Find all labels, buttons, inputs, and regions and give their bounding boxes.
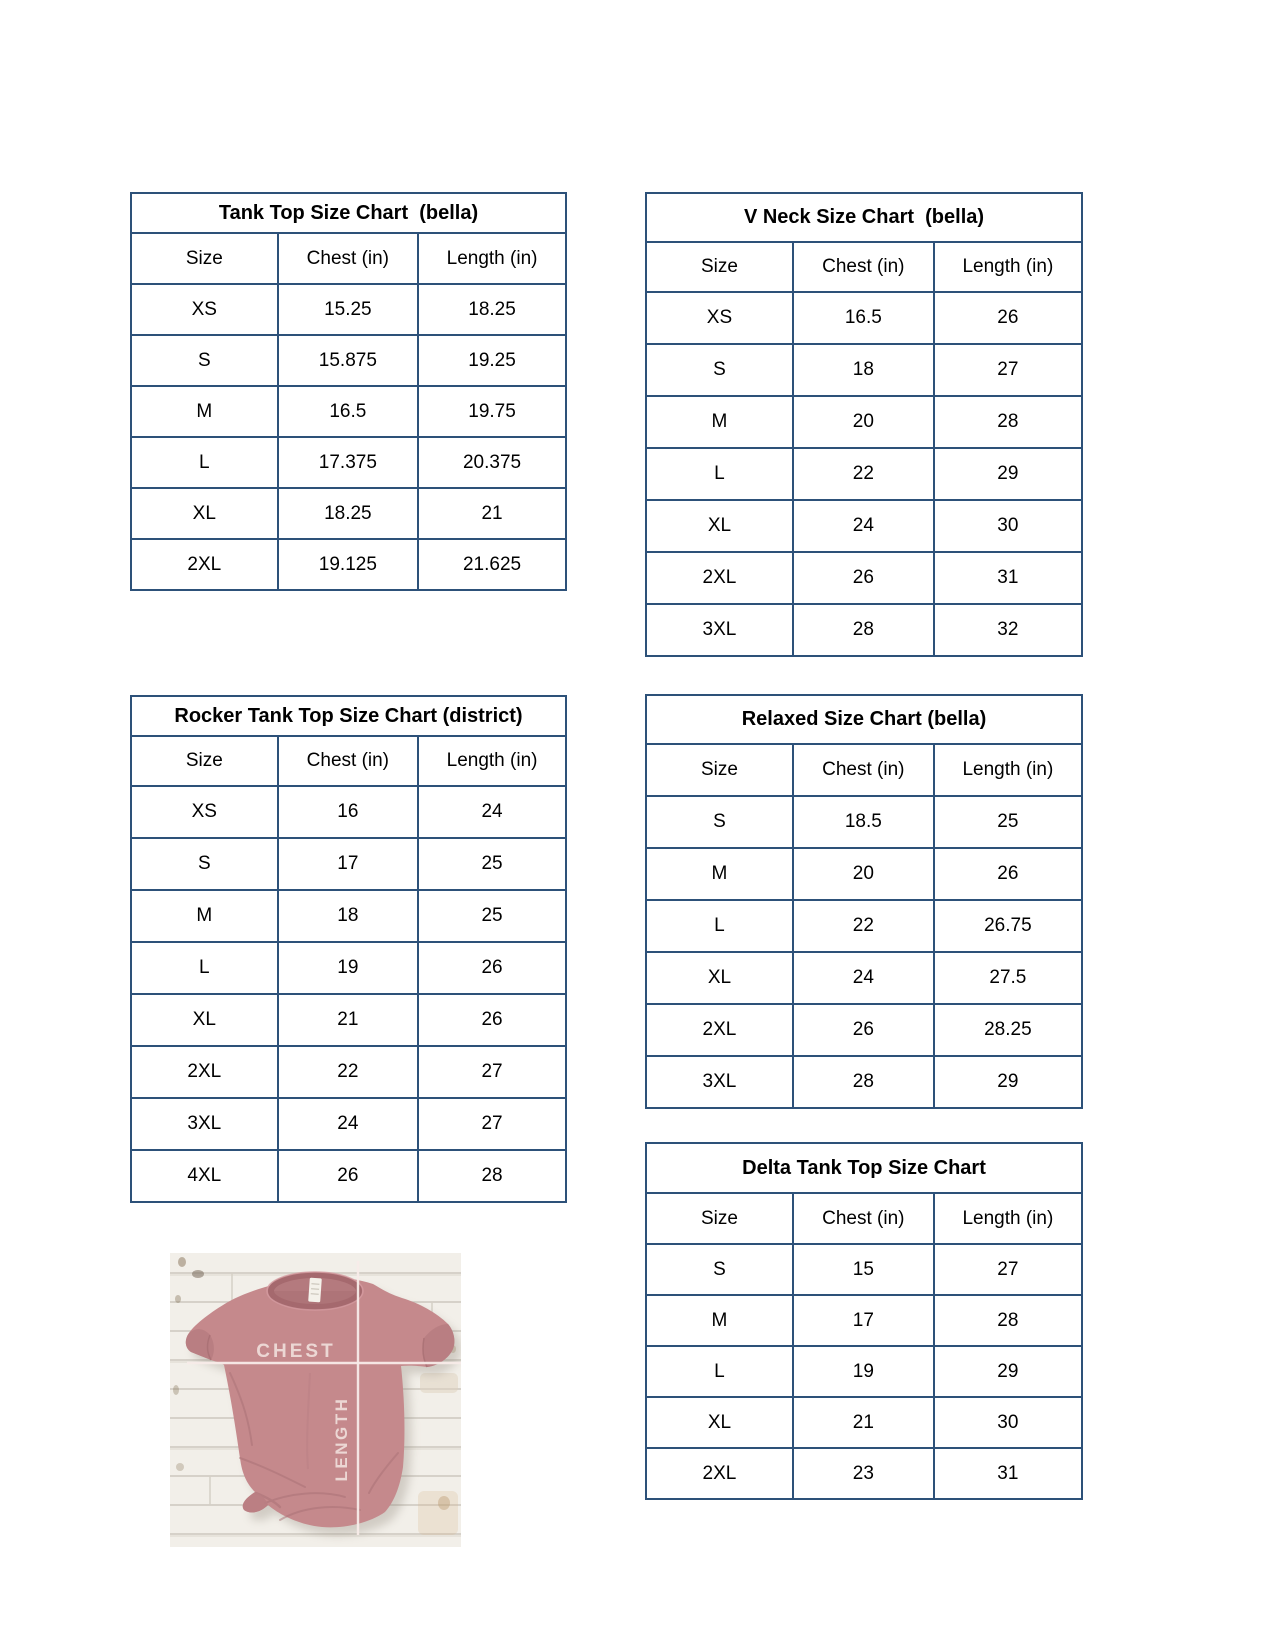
length-cell: 26 bbox=[418, 942, 566, 994]
chest-cell: 16.5 bbox=[278, 386, 419, 437]
table-row bbox=[646, 1397, 1082, 1448]
table-row bbox=[646, 1448, 1082, 1499]
table-title-row bbox=[131, 193, 566, 233]
length-cell: 31 bbox=[934, 1448, 1082, 1499]
size-cell: S bbox=[131, 838, 278, 890]
length-cell: 29 bbox=[934, 1346, 1082, 1397]
column-header: Length (in) bbox=[934, 744, 1082, 796]
table-delta-tank-top-size-chart bbox=[645, 1142, 1083, 1500]
table-row bbox=[646, 396, 1082, 448]
chest-cell: 15 bbox=[793, 1244, 934, 1295]
column-header: Size bbox=[131, 736, 278, 786]
length-cell: 21 bbox=[418, 488, 566, 539]
chest-cell: 22 bbox=[793, 448, 934, 500]
size-cell: XS bbox=[646, 292, 793, 344]
length-cell: 25 bbox=[418, 838, 566, 890]
size-cell: L bbox=[646, 1346, 793, 1397]
chest-cell: 24 bbox=[793, 952, 934, 1004]
chest-cell: 24 bbox=[278, 1098, 419, 1150]
table-header-row bbox=[646, 744, 1082, 796]
tshirt-collar bbox=[267, 1272, 363, 1310]
length-cell: 21.625 bbox=[418, 539, 566, 590]
size-cell: 3XL bbox=[646, 604, 793, 656]
table-row bbox=[131, 890, 566, 942]
chest-cell: 24 bbox=[793, 500, 934, 552]
size-cell: S bbox=[131, 335, 278, 386]
table-row bbox=[646, 344, 1082, 396]
table-row bbox=[131, 539, 566, 590]
table-row bbox=[646, 1004, 1082, 1056]
chest-cell: 16.5 bbox=[793, 292, 934, 344]
chest-cell: 16 bbox=[278, 786, 419, 838]
length-cell: 19.75 bbox=[418, 386, 566, 437]
length-cell: 27 bbox=[934, 344, 1082, 396]
size-cell: L bbox=[131, 942, 278, 994]
size-cell: XL bbox=[646, 952, 793, 1004]
length-cell: 27 bbox=[418, 1046, 566, 1098]
length-cell: 20.375 bbox=[418, 437, 566, 488]
chest-cell: 19 bbox=[793, 1346, 934, 1397]
table-row bbox=[131, 488, 566, 539]
size-cell: L bbox=[646, 448, 793, 500]
chest-cell: 28 bbox=[793, 1056, 934, 1108]
column-header: Size bbox=[646, 242, 793, 292]
size-cell: S bbox=[646, 796, 793, 848]
table-row bbox=[646, 900, 1082, 952]
table-row bbox=[646, 1346, 1082, 1397]
table-row bbox=[646, 448, 1082, 500]
length-cell: 26.75 bbox=[934, 900, 1082, 952]
table-row bbox=[131, 284, 566, 335]
size-cell: M bbox=[131, 890, 278, 942]
length-cell: 32 bbox=[934, 604, 1082, 656]
column-header: Chest (in) bbox=[278, 233, 419, 284]
length-cell: 29 bbox=[934, 448, 1082, 500]
table-row bbox=[646, 796, 1082, 848]
column-header: Length (in) bbox=[418, 736, 566, 786]
size-cell: M bbox=[646, 396, 793, 448]
care-tag bbox=[308, 1278, 322, 1303]
length-cell: 24 bbox=[418, 786, 566, 838]
size-cell: XL bbox=[131, 994, 278, 1046]
size-cell: 3XL bbox=[646, 1056, 793, 1108]
size-cell: 2XL bbox=[646, 1448, 793, 1499]
size-cell: 3XL bbox=[131, 1098, 278, 1150]
length-label: LENGTH bbox=[332, 1396, 351, 1482]
table-row bbox=[131, 1098, 566, 1150]
chest-cell: 20 bbox=[793, 396, 934, 448]
table-title-row bbox=[646, 193, 1082, 242]
chest-cell: 17 bbox=[793, 1295, 934, 1346]
table-title: Rocker Tank Top Size Chart (district) bbox=[131, 696, 566, 736]
table-row bbox=[646, 1244, 1082, 1295]
chest-cell: 19 bbox=[278, 942, 419, 994]
size-cell: S bbox=[646, 1244, 793, 1295]
chest-cell: 22 bbox=[278, 1046, 419, 1098]
size-cell: XS bbox=[131, 284, 278, 335]
table-row bbox=[131, 786, 566, 838]
chest-cell: 28 bbox=[793, 604, 934, 656]
table-title-row bbox=[131, 696, 566, 736]
size-cell: M bbox=[646, 848, 793, 900]
length-cell: 25 bbox=[418, 890, 566, 942]
size-cell: 2XL bbox=[131, 539, 278, 590]
length-cell: 26 bbox=[418, 994, 566, 1046]
column-header: Size bbox=[646, 1193, 793, 1244]
table-v-neck-size-chart bbox=[645, 192, 1083, 657]
column-header: Length (in) bbox=[934, 1193, 1082, 1244]
chest-cell: 26 bbox=[793, 552, 934, 604]
length-cell: 31 bbox=[934, 552, 1082, 604]
table-tank-top-size-chart bbox=[130, 192, 567, 591]
chest-label: CHEST bbox=[256, 1341, 336, 1362]
table-header-row bbox=[131, 233, 566, 284]
chest-cell: 26 bbox=[278, 1150, 419, 1202]
table-title: Tank Top Size Chart (bella) bbox=[131, 193, 566, 233]
chest-cell: 21 bbox=[793, 1397, 934, 1448]
column-header: Length (in) bbox=[418, 233, 566, 284]
column-header: Chest (in) bbox=[793, 242, 934, 292]
table-row bbox=[646, 1295, 1082, 1346]
chest-cell: 23 bbox=[793, 1448, 934, 1499]
column-header: Size bbox=[646, 744, 793, 796]
column-header: Chest (in) bbox=[278, 736, 419, 786]
size-cell: L bbox=[646, 900, 793, 952]
chest-cell: 22 bbox=[793, 900, 934, 952]
column-header: Chest (in) bbox=[793, 744, 934, 796]
length-cell: 28 bbox=[934, 396, 1082, 448]
table-title-row bbox=[646, 1143, 1082, 1193]
table-row bbox=[131, 335, 566, 386]
length-cell: 28 bbox=[418, 1150, 566, 1202]
size-cell: L bbox=[131, 437, 278, 488]
chest-cell: 18.5 bbox=[793, 796, 934, 848]
size-cell: 2XL bbox=[131, 1046, 278, 1098]
table-title: Relaxed Size Chart (bella) bbox=[646, 695, 1082, 744]
length-cell: 19.25 bbox=[418, 335, 566, 386]
length-cell: 27.5 bbox=[934, 952, 1082, 1004]
length-cell: 26 bbox=[934, 848, 1082, 900]
table-relaxed-size-chart bbox=[645, 694, 1083, 1109]
size-cell: 2XL bbox=[646, 1004, 793, 1056]
column-header: Length (in) bbox=[934, 242, 1082, 292]
table-row bbox=[131, 437, 566, 488]
table-title: V Neck Size Chart (bella) bbox=[646, 193, 1082, 242]
length-cell: 27 bbox=[418, 1098, 566, 1150]
size-cell: M bbox=[131, 386, 278, 437]
size-cell: XL bbox=[646, 500, 793, 552]
table-rocker-tank-top-size-chart bbox=[130, 695, 567, 1203]
chest-cell: 18 bbox=[793, 344, 934, 396]
length-cell: 28.25 bbox=[934, 1004, 1082, 1056]
table-header-row bbox=[131, 736, 566, 786]
chest-cell: 15.25 bbox=[278, 284, 419, 335]
chest-cell: 20 bbox=[793, 848, 934, 900]
chest-cell: 15.875 bbox=[278, 335, 419, 386]
length-cell: 27 bbox=[934, 1244, 1082, 1295]
chest-cell: 18.25 bbox=[278, 488, 419, 539]
table-row bbox=[131, 942, 566, 994]
table-header-row bbox=[646, 1193, 1082, 1244]
chest-cell: 26 bbox=[793, 1004, 934, 1056]
chest-cell: 18 bbox=[278, 890, 419, 942]
table-row bbox=[646, 952, 1082, 1004]
chest-cell: 21 bbox=[278, 994, 419, 1046]
size-cell: 4XL bbox=[131, 1150, 278, 1202]
length-cell: 18.25 bbox=[418, 284, 566, 335]
size-cell: 2XL bbox=[646, 552, 793, 604]
table-row bbox=[646, 604, 1082, 656]
table-row bbox=[131, 994, 566, 1046]
size-cell: XL bbox=[131, 488, 278, 539]
table-title-row bbox=[646, 695, 1082, 744]
table-row bbox=[131, 838, 566, 890]
length-cell: 30 bbox=[934, 1397, 1082, 1448]
column-header: Size bbox=[131, 233, 278, 284]
table-row bbox=[646, 1056, 1082, 1108]
length-cell: 25 bbox=[934, 796, 1082, 848]
length-cell: 26 bbox=[934, 292, 1082, 344]
chest-cell: 17 bbox=[278, 838, 419, 890]
length-cell: 30 bbox=[934, 500, 1082, 552]
size-cell: M bbox=[646, 1295, 793, 1346]
table-row bbox=[131, 1150, 566, 1202]
table-row bbox=[131, 1046, 566, 1098]
table-row bbox=[646, 552, 1082, 604]
size-cell: XL bbox=[646, 1397, 793, 1448]
size-cell: XS bbox=[131, 786, 278, 838]
length-cell: 28 bbox=[934, 1295, 1082, 1346]
size-cell: S bbox=[646, 344, 793, 396]
table-row bbox=[131, 386, 566, 437]
table-row bbox=[646, 292, 1082, 344]
table-title: Delta Tank Top Size Chart bbox=[646, 1143, 1082, 1193]
table-row bbox=[646, 848, 1082, 900]
column-header: Chest (in) bbox=[793, 1193, 934, 1244]
tshirt-measurement-photo bbox=[170, 1253, 461, 1547]
table-header-row bbox=[646, 242, 1082, 292]
chest-cell: 19.125 bbox=[278, 539, 419, 590]
length-cell: 29 bbox=[934, 1056, 1082, 1108]
chest-cell: 17.375 bbox=[278, 437, 419, 488]
table-row bbox=[646, 500, 1082, 552]
